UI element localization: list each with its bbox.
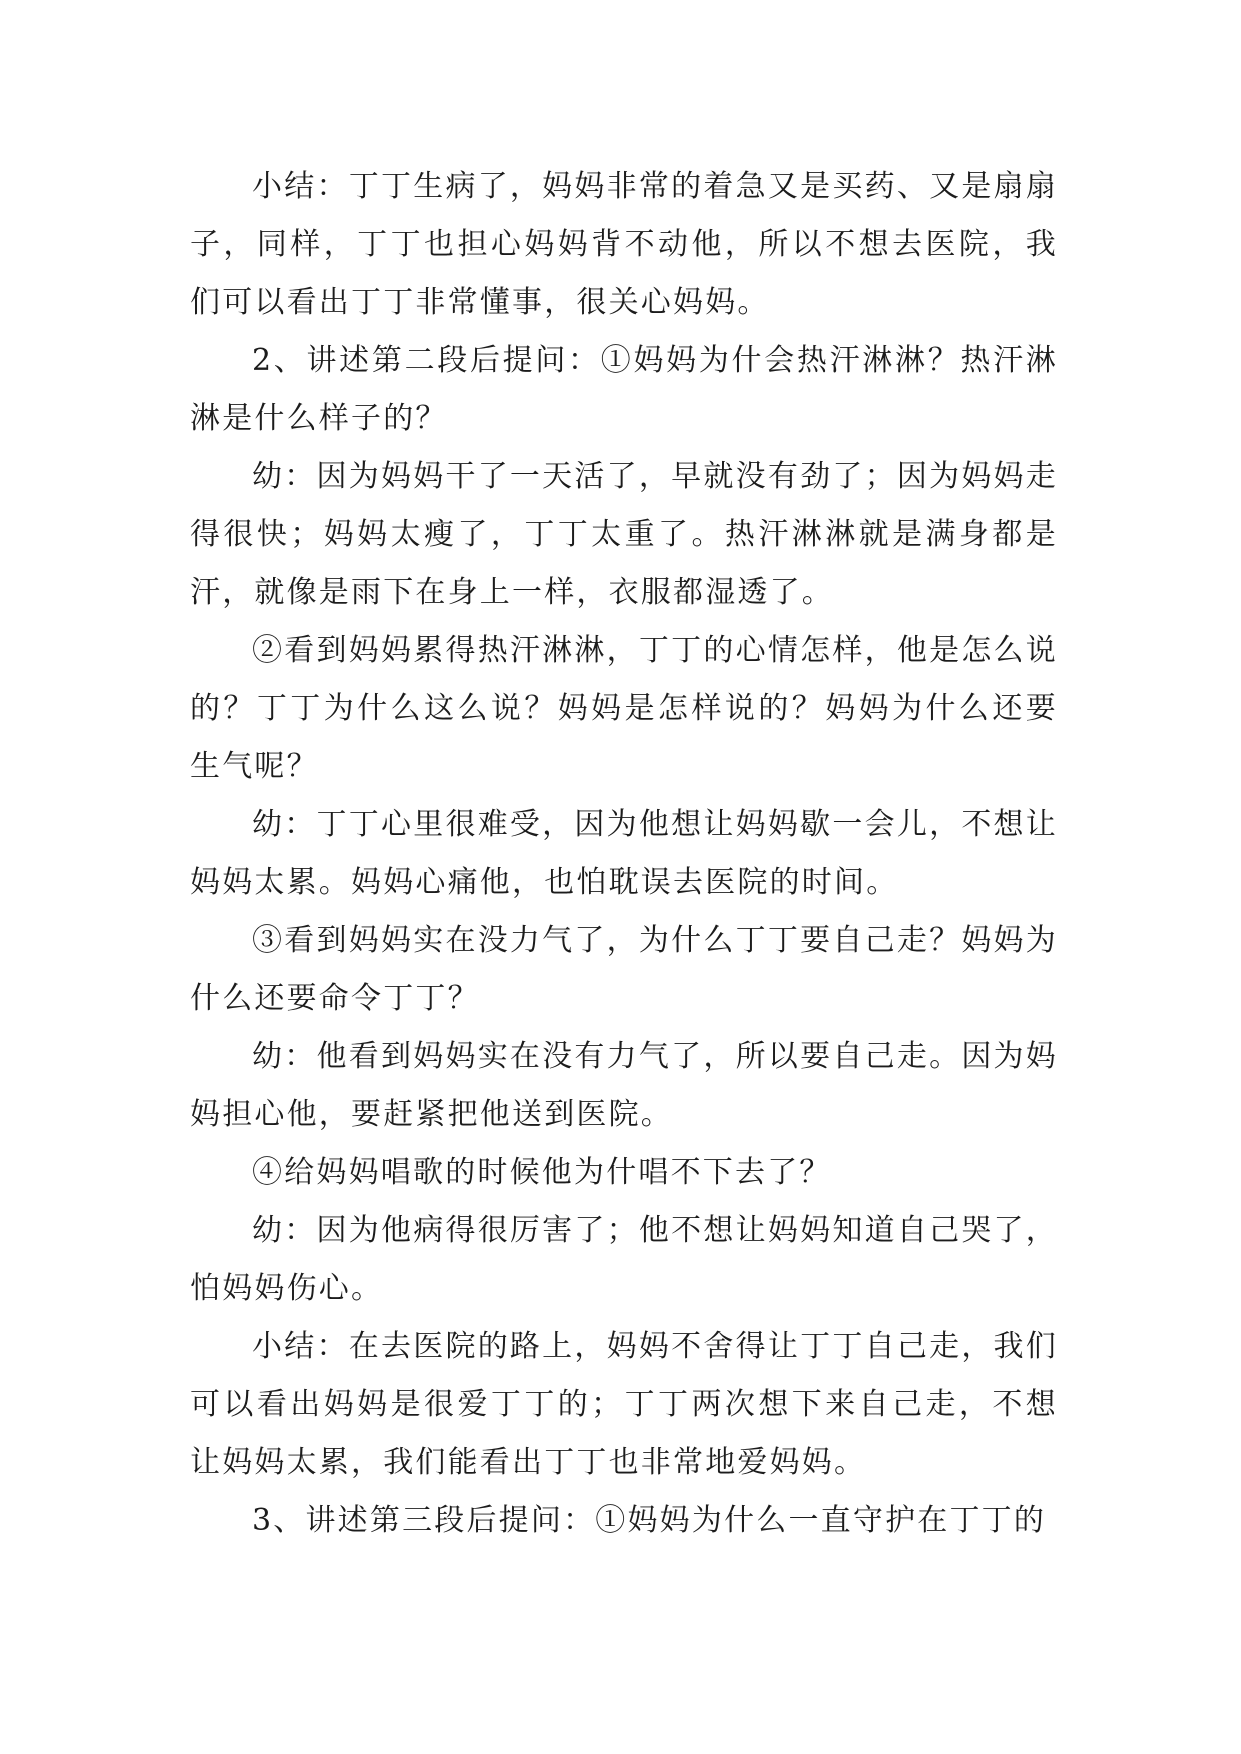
document-body <box>190 158 1058 1550</box>
paragraph-question-3: 3、讲述第三段后提问：①妈妈为什么一直守护在丁丁的 <box>252 1503 1047 1538</box>
paragraph-question-2-2: ②看到妈妈累得热汗淋淋，丁丁的心情怎样，他是怎么说的？丁丁为什么这么说？妈妈是怎样说的？妈妈为什么还要生气呢？ <box>190 633 1058 784</box>
paragraph-answer-4: 幼：因为他病得很厉害了；他不想让妈妈知道自己哭了，怕妈妈伤心。 <box>190 1213 1058 1306</box>
paragraph-question-2-3: ③看到妈妈实在没力气了，为什么丁丁要自己走？妈妈为什么还要命令丁丁？ <box>190 923 1058 1016</box>
paragraph-answer-2: 幼：丁丁心里很难受，因为他想让妈妈歇一会儿，不想让妈妈太累。妈妈心痛他，也怕耽误去医院的时间。 <box>190 807 1058 900</box>
paragraph-answer-3: 幼：他看到妈妈实在没有力气了，所以要自己走。因为妈妈担心他，要赶紧把他送到医院。 <box>190 1039 1058 1132</box>
paragraph-answer-1: 幼：因为妈妈干了一天活了，早就没有劲了；因为妈妈走得很快；妈妈太瘦了，丁丁太重了。热汗淋淋就是满身都是汗，就像是雨下在身上一样，衣服都湿透了。 <box>190 459 1058 610</box>
paragraph-summary-1: 小结：丁丁生病了，妈妈非常的着急又是买药、又是扇扇子，同样，丁丁也担心妈妈背不动他，所以不想去医院，我们可以看出丁丁非常懂事，很关心妈妈。 <box>190 169 1058 320</box>
paragraph-question-2: 2、讲述第二段后提问：①妈妈为什会热汗淋淋？热汗淋淋是什么样子的？ <box>190 343 1058 436</box>
paragraph-question-2-4: ④给妈妈唱歌的时候他为什唱不下去了？ <box>252 1155 832 1190</box>
paragraph-summary-2: 小结：在去医院的路上，妈妈不舍得让丁丁自己走，我们可以看出妈妈是很爱丁丁的；丁丁两次想下来自己走，不想让妈妈太累，我们能看出丁丁也非常地爱妈妈。 <box>190 1329 1058 1480</box>
